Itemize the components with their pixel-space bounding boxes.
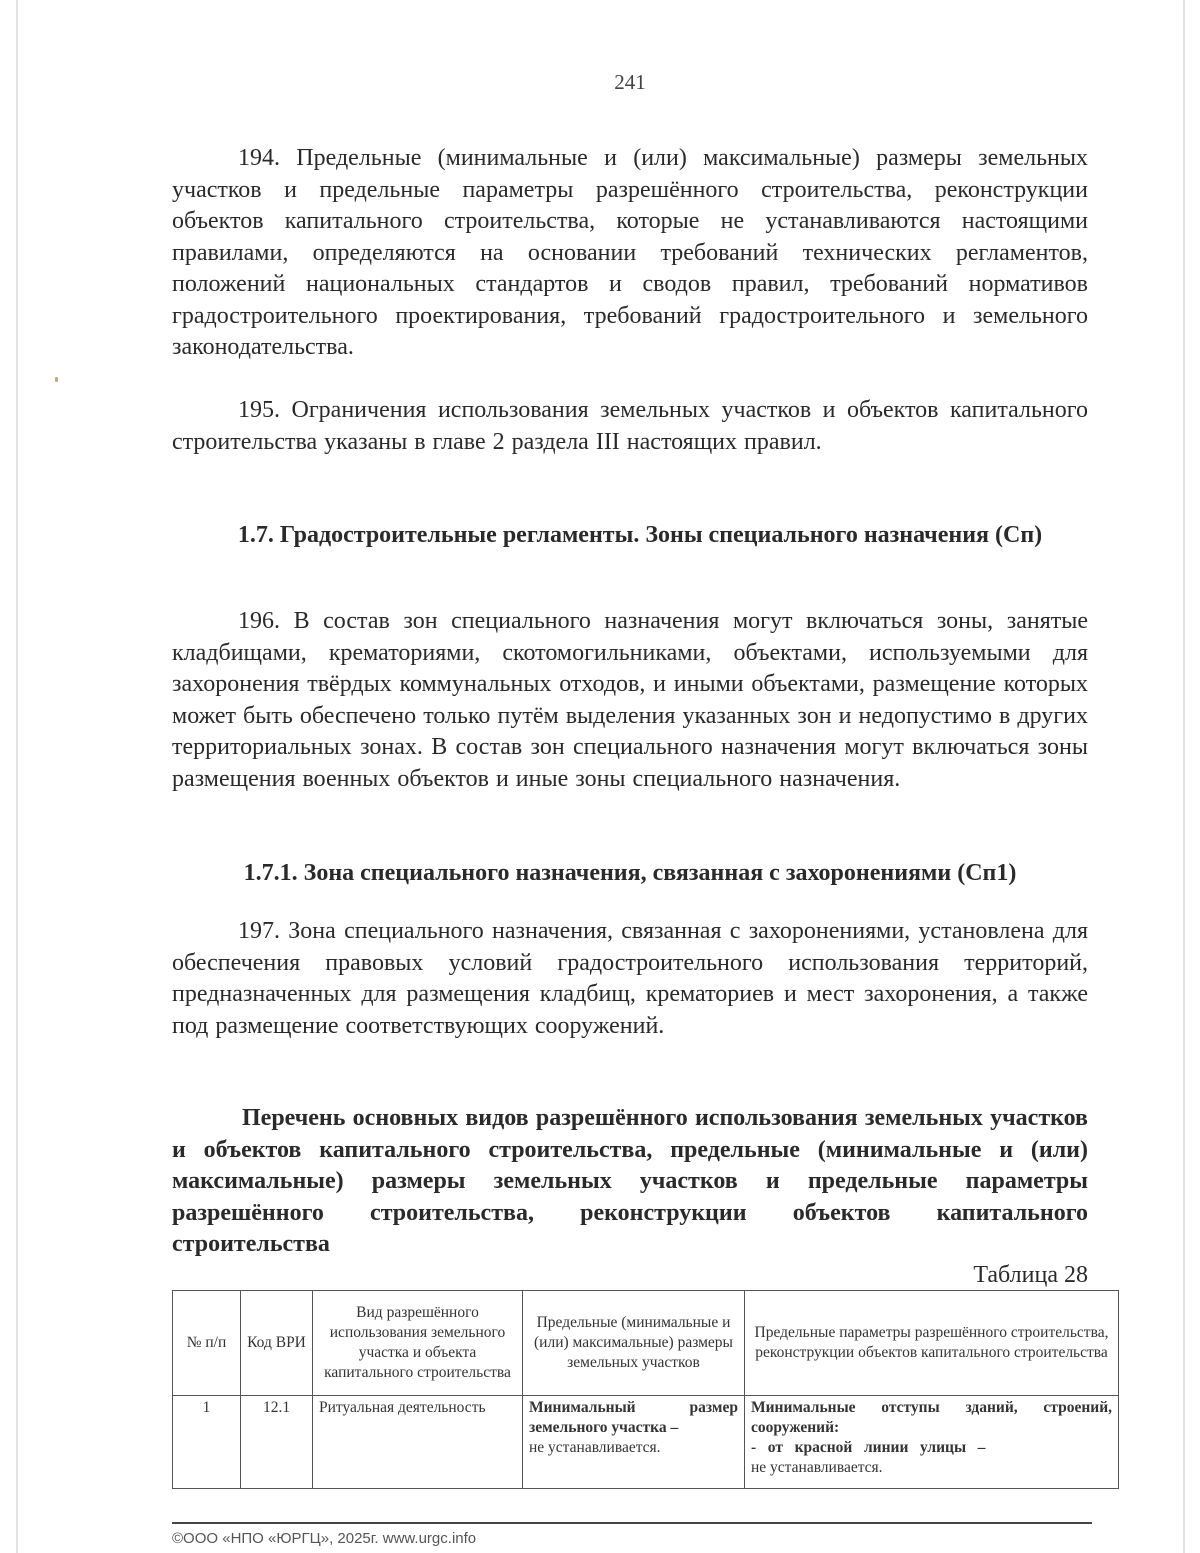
params-label: Минимальные отступы зданий, строений, сооружений: <box>751 1399 1112 1436</box>
footer-rule <box>172 1522 1092 1524</box>
paragraph-196 <box>172 606 1088 795</box>
scan-speck <box>55 377 58 382</box>
paragraph-number: 197. <box>238 918 280 944</box>
params-value: не устанавливается. <box>751 1459 883 1476</box>
paragraph-text: Предельные (минимальные и (или) максимальные) размеры земельных участков и предельные параметры разрешённого строительства, реконструкции объектов капитального строительства, которые не устанавливаются настоящими правилами, определяются на основании требований технических регламентов, положений национальных стандартов и сводов правил, требований нормативов градостроительного проектирования, требований градостроительного и земельного законодательства. <box>172 145 1089 360</box>
regulations-table <box>172 1290 1119 1489</box>
header-sizes: Предельные (минимальные и (или) максимальные) размеры земельных участков <box>523 1291 745 1396</box>
paragraph-195 <box>172 395 1088 458</box>
params-item: - от красной линии улицы – <box>751 1439 986 1456</box>
cell-params <box>745 1396 1119 1489</box>
table-header-row <box>173 1291 1119 1396</box>
paragraph-text: В состав зон специального назначения могут включаться зоны, занятые кладбищами, крематориями, скотомогильниками, объектами, используемыми для захоронения твёрдых коммунальных отходов, и иными объектами, размещение которых может быть обеспечено только путём выделения указанных зон и недопустимо в других территориальных зонах. В состав зон специального назначения могут включаться зоны размещения военных объектов и иные зоны специального назначения. <box>172 608 1088 792</box>
table-caption: Таблица 28 <box>973 1262 1088 1288</box>
paragraph-text: Зона специального назначения, связанная с захоронениями, установлена для обеспечения правовых условий градостроительного использования территорий, предназначенных для размещения кладбищ, крематориев и мест захоронения, а также под размещение соответствующих сооружений. <box>172 918 1088 1039</box>
permitted-uses-title: Перечень основных видов разрешённого использования земельных участков и объектов капитального строительства, предельные (минимальные и (или) максимальные) размеры земельных участков и предельные параметры разрешённого строительства, реконструкции объектов капитального строительства <box>172 1105 1088 1257</box>
scan-edge-left <box>16 0 18 1553</box>
table-row <box>173 1396 1119 1489</box>
paragraph-number: 196. <box>238 608 280 634</box>
header-num: № п/п <box>173 1291 241 1396</box>
paragraph-number: 194. <box>238 145 280 171</box>
header-code: Код ВРИ <box>241 1291 313 1396</box>
section-heading-1-7-1: 1.7.1. Зона специального назначения, связанная с захоронениями (Сп1) <box>243 860 1017 886</box>
page-number: 241 <box>614 70 646 94</box>
sizes-label: Минимальный размер земельного участка – <box>529 1399 738 1436</box>
scan-edge-right <box>1183 0 1185 1553</box>
paragraph-194 <box>172 143 1088 364</box>
cell-type: Ритуальная деятельность <box>313 1396 523 1489</box>
paragraph-number: 195. <box>238 397 280 423</box>
paragraph-text: Ограничения использования земельных участков и объектов капитального строительства указаны в главе 2 раздела III настоящих правил. <box>172 397 1088 455</box>
cell-num: 1 <box>173 1396 241 1489</box>
header-type: Вид разрешённого использования земельного участка и объекта капитального строительства <box>313 1291 523 1396</box>
footer-copyright: ©ООО «НПО «ЮРГЦ», 2025г. www.urgc.info <box>172 1530 477 1547</box>
cell-code: 12.1 <box>241 1396 313 1489</box>
section-heading-1-7: 1.7. Градостроительные регламенты. Зоны специального назначения (Сп) <box>237 522 1043 548</box>
header-params: Предельные параметры разрешённого строительства, реконструкции объектов капитального строительства <box>745 1291 1119 1396</box>
sizes-value: не устанавливается. <box>529 1439 661 1456</box>
paragraph-197 <box>172 916 1088 1042</box>
cell-sizes <box>523 1396 745 1489</box>
